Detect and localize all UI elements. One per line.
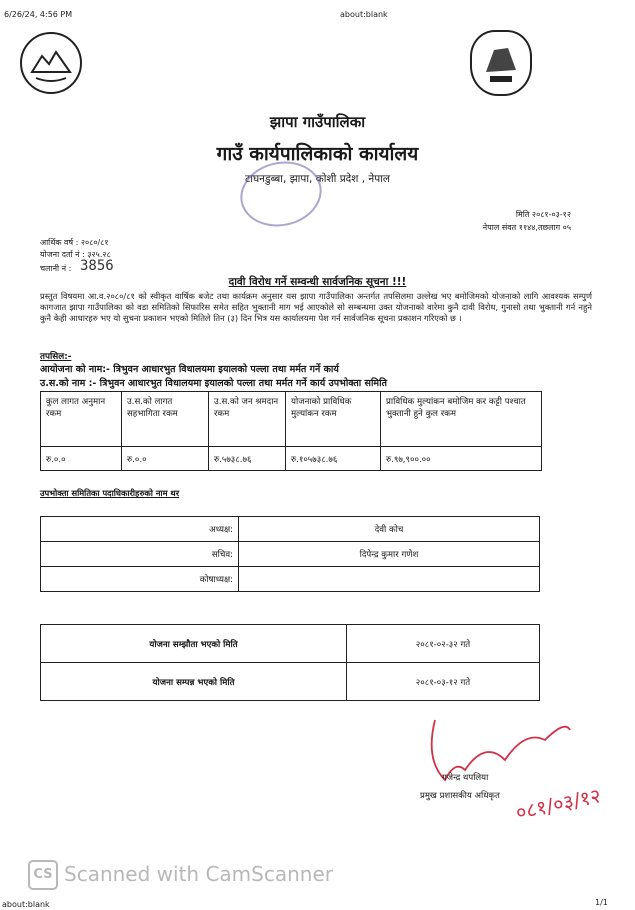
official-role: कोषाध्यक्ष:: [41, 567, 239, 592]
signatory-designation: प्रमुख प्रशासकीय अधिकृत: [420, 791, 500, 801]
cost-table-header-row: [41, 392, 542, 447]
project-date-row: [41, 663, 540, 701]
project-date-row: [41, 625, 540, 663]
print-page-number: 1/1: [595, 898, 608, 907]
committee-name: उ.स.को नाम :- त्रिभुवन आधारभुत विधालयमा इयालको पल्ला तथा मर्मत गर्ने कार्य उपभोक्ता समिति: [40, 378, 387, 389]
fiscal-year: आर्थिक वर्ष : २०८०/८१: [40, 238, 109, 247]
cost-header-total: कुल लागत अनुमान रकम: [41, 392, 122, 447]
project-date-label: योजना सम्झौता भएको मिति: [41, 625, 347, 663]
cost-value-labor: रु.५७३८.७६: [209, 447, 286, 471]
cost-header-technical: योजनाको प्राविधिक मुल्यांकन रकम: [286, 392, 381, 447]
camscanner-logo: CS: [28, 860, 58, 890]
cost-value-payable: रु.९७,९००.००: [381, 447, 542, 471]
handwritten-signature-icon: [415, 700, 575, 790]
issue-date: मिति २०८१-०३-१२: [515, 210, 571, 219]
notice-title: दावी विरोध गर्ने सम्वन्धी सार्वजनिक सूचना !!!: [228, 276, 407, 288]
office-name: गाउँ कार्यपालिकाको कार्यालय: [216, 143, 419, 165]
project-date-value: २०८१-०३-१२ गते: [347, 663, 540, 701]
municipality-name: झापा गाउँपालिका: [269, 113, 366, 131]
print-footer-left: about:blank: [2, 900, 50, 909]
project-date-label: योजना सम्पन्न भएको मिति: [41, 663, 347, 701]
cost-header-participation: उ.स.को लागत सहभागिता रकम: [122, 392, 209, 447]
official-name: दिपेन्द्र कुमार गणेश: [239, 542, 540, 567]
cost-value-participation: रु.०.०: [122, 447, 209, 471]
nepal-emblem-icon: [20, 32, 82, 94]
officials-heading: उपभोक्ता समितिका पदाधिकारीहरुको नाम थर: [40, 488, 180, 498]
cost-header-labor: उ.स.को जन श्रमदान रकम: [209, 392, 286, 447]
handwritten-date: ०८१/०३/१२: [513, 783, 603, 825]
camscanner-watermark: Scanned with CamScanner: [64, 862, 333, 886]
print-datetime: 6/26/24, 4:56 PM: [4, 10, 73, 19]
official-row: [41, 567, 540, 592]
print-title: about:blank: [340, 10, 388, 19]
nepal-sambat: नेपाल संवत ११४४,तछलाग ०५: [482, 223, 571, 232]
notice-body: प्रस्तुत विषयमा आ.व.२०८०/८१ को स्वीकृत वार्षिक बजेट तथा कार्यक्रम अनुसार यस झापा गाउँपालिका अन्तर्गत तपसिलमा उल्लेख भए बमोजिमको योजनाको लागि आवश्यक सम्पुर्ण कागजात झापा गाउँपालिका को वडा समितिको सिफारिस समेत सहित भुक्तानी माग भई आएकोले सो सम्बन्धमा उक्त योजनाको वारेमा कुनै दावी विरोध, गुनासो तथा भुक्तानी गर्न नहुने कुनै केही आधारहरु भए यो सुचना प्रकाशन भएको मितिले तिन (३) दिन भित्र यस कार्यालयमा पेश गर्न सार्वजनिक सूचना प्रकाशन गरिएको छ ।: [40, 291, 592, 323]
official-role: अध्यक्ष:: [41, 517, 239, 542]
official-name: देवी कोच: [239, 517, 540, 542]
plan-registration: योजना दर्ता नं : ३२५.२८: [40, 250, 111, 259]
project-name: आयोजना को नाम:- त्रिभुवन आधारभुत विधालयमा इयालको पल्ला तथा मर्मत गर्ने कार्य: [40, 364, 339, 375]
official-name: [239, 567, 540, 592]
project-date-value: २०८१-०२-३२ गते: [347, 625, 540, 663]
cost-table-value-row: [41, 447, 542, 471]
signatory-name: गजेन्द्र थपलिया: [442, 773, 489, 783]
office-address: टाघनडुब्बा, झापा, कोशी प्रदेश , नेपाल: [244, 173, 391, 185]
project-dates-table: [40, 624, 540, 701]
cost-value-total: रु.०.०: [41, 447, 122, 471]
official-role: सचिव:: [41, 542, 239, 567]
officials-table: [40, 516, 540, 592]
dispatch-label: चलानी नं :: [40, 264, 72, 273]
cost-value-technical: रु.१०५७३८.७६: [286, 447, 381, 471]
cost-table: [40, 391, 542, 471]
official-row: [41, 542, 540, 567]
municipality-logo-icon: [470, 30, 532, 96]
cost-header-payable: प्राविधिक मुल्यांकन बमोजिम कर कट्टी पश्चात भुक्तानी हुने कुल रकम: [381, 392, 542, 447]
details-heading: तपसिल:-: [40, 352, 72, 362]
dispatch-number: 3856: [80, 258, 114, 274]
official-row: [41, 517, 540, 542]
office-stamp-icon: [234, 154, 328, 234]
